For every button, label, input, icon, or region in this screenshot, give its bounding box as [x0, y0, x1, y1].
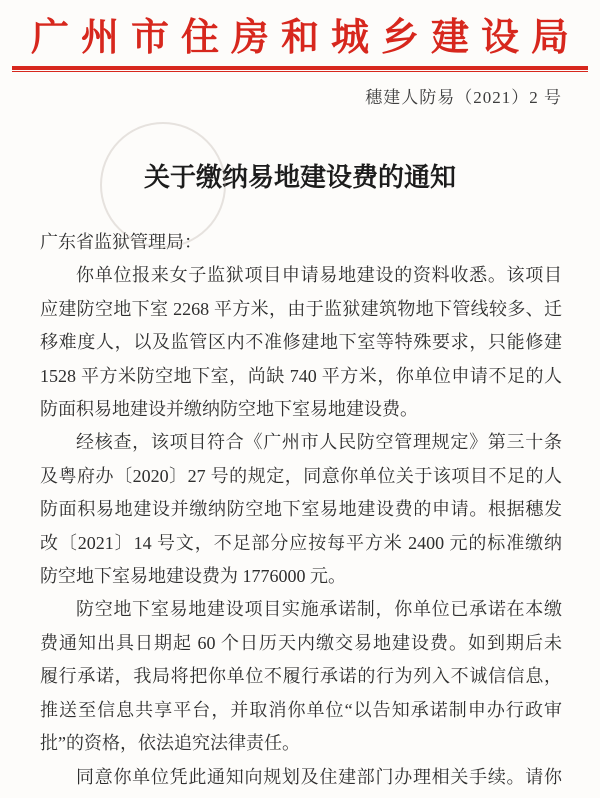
document-title: 关于缴纳易地建设费的通知: [143, 163, 456, 192]
header-divider-thin-rule: [12, 71, 588, 72]
document-reference-number: 穗建人防易（2021）2 号: [365, 88, 562, 107]
body-line: 费通知出具日期起 60 个日历天内缴交易地建设费。如到期后未: [40, 632, 562, 653]
body-line: 经核查，该项目符合《广州市人民防空管理规定》第三十条: [76, 432, 562, 453]
body-line: 应建防空地下室 2268 平方米，由于监狱建筑物地下管线较多、迁: [40, 298, 562, 319]
body-line: 批”的资格，依法追究法律责任。: [40, 733, 300, 754]
body-line: 移难度人，以及监管区内不准修建地下室等特殊要求，只能修建: [40, 332, 562, 353]
body-line: 改〔2021〕14 号文，不足部分应按每平方米 2400 元的标准缴纳: [40, 532, 562, 553]
body-line: 1528 平方米防空地下室，尚缺 740 平方米，你单位申请不足的人: [40, 365, 562, 386]
body-line: 广东省监狱管理局：: [40, 232, 202, 252]
body-line: 你单位报来女子监狱项目申请易地建设的资料收悉。该项目: [76, 265, 562, 286]
document-body: [40, 226, 562, 794]
body-line: 履行承诺，我局将把你单位不履行承诺的行为列入不诚信信息，: [40, 666, 562, 687]
body-line: 防面积易地建设并缴纳防空地下室易地建设费。: [40, 399, 418, 420]
body-line: 同意你单位凭此通知向规划及住建部门办理相关手续。请你: [76, 766, 562, 787]
body-line: 推送至信息共享平台，并取消你单位“以告知承诺制申办行政审: [40, 699, 562, 720]
body-line: 及粤府办〔2020〕27 号的规定，同意你单位关于该项目不足的人: [40, 465, 562, 486]
body-line: 防空地下室易地建设费为 1776000 元。: [40, 566, 346, 587]
body-line: 防空地下室易地建设项目实施承诺制，你单位已承诺在本缴: [76, 599, 562, 620]
header-divider: [12, 66, 588, 72]
body-line: 防面积易地建设并缴纳防空地下室易地建设费的申请。根据穗发: [40, 499, 562, 520]
agency-header-title: 广州市住房和城乡建设局: [30, 17, 581, 59]
